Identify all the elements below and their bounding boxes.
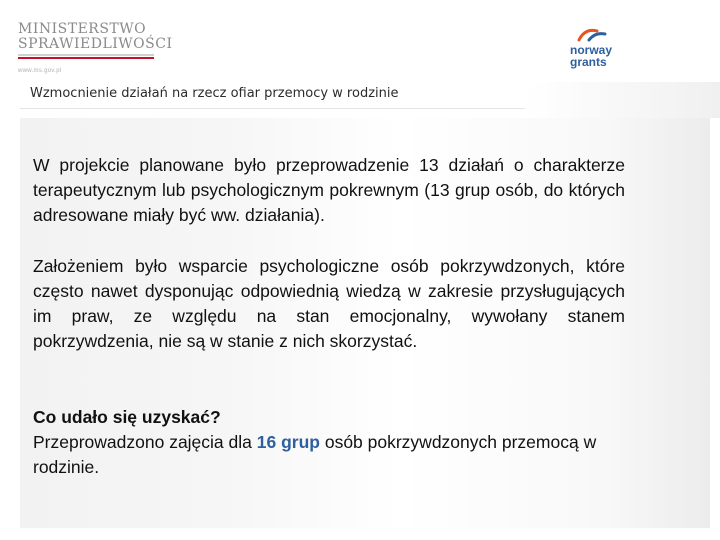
polish-flag-line [18,54,154,62]
ministry-logo-line1: MINISTERSTWO [18,21,147,37]
paragraph-assumption: Założeniem było wsparcie psychologiczne osób pokrzywdzonych, które często nawet dysponując odpowiednią wiedzą w zakresie przysługujących im praw, ze względu na stan emocjonalny, wywołany stanem pokrzywdzenia, nie są w stanie z nich skorzystać. [33,256,625,351]
results-answer [33,430,625,480]
title-bar [20,82,525,109]
ministry-url: www.ms.gov.pl [18,68,62,74]
page-title: Wzmocnienie działań na rzecz ofiar przemocy w rodzinie [30,86,399,101]
header-gradient-strip [525,82,720,118]
norway-grants-line1: norway [570,43,613,57]
ministry-logo-line2: SPRAWIEDLIWOŚCI [18,36,173,52]
ministry-logo [18,21,173,74]
norway-grants-logo [566,26,636,74]
paragraph-planned-activities: W projekcie planowane było przeprowadzenie 13 działań o charakterze terapeutycznym lub psychologicznym pokrewnym (13 grup osób, do których adresowane miały być ww. działania). [33,155,625,225]
results-highlight: 16 grup [256,432,320,452]
results-answer-end: osób pokrzywdzonych przemocą w rodzinie. [33,432,597,477]
norway-grants-line2: grants [570,55,607,69]
results-answer-start: Przeprowadzono zajęcia dla [33,432,257,452]
norway-grants-text [570,44,612,68]
results-section [33,405,625,480]
norway-grants-swoosh-icon [577,28,607,42]
results-question: Co udało się uzyskać? [33,407,221,427]
